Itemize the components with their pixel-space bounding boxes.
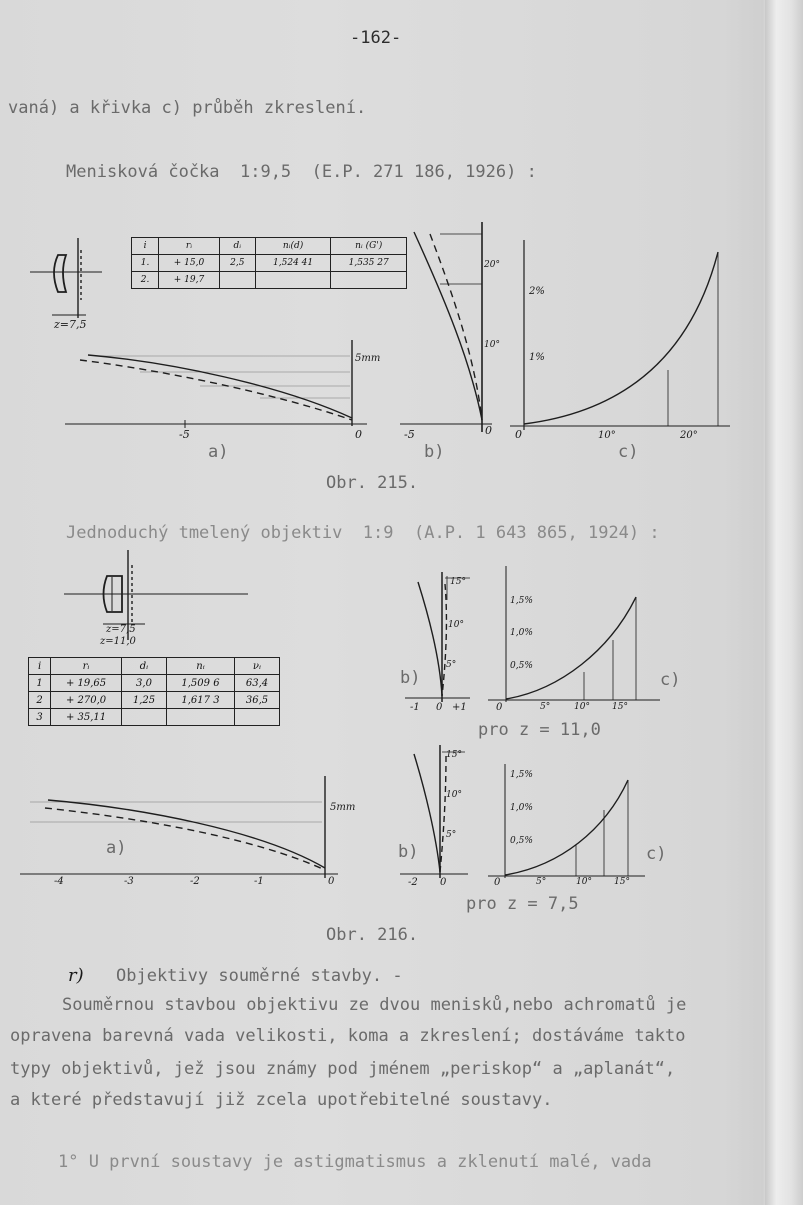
table-header-row: [29, 658, 280, 675]
table-cell: + 19,7: [159, 272, 220, 289]
paragraph-line: opravena barevná vada velikosti, koma a zkreslení; dostáváme takto: [10, 1026, 686, 1046]
fig216-a-scale-label: 5mm: [330, 802, 356, 813]
fig216-lower-b-tick: 0: [440, 877, 447, 888]
fig216-lower-c-percent: 0,5%: [510, 836, 533, 846]
fig216-upper-c-tick: 15°: [612, 702, 628, 712]
fig216-lens-label: z=11,0: [100, 636, 136, 647]
table-header-cell: dᵢ: [219, 238, 255, 255]
fig216-lower-c-tick: 15°: [614, 877, 630, 887]
fig216-upper-b-tick: -1: [410, 702, 420, 713]
fig216-lower-c-tick: 0: [494, 877, 501, 888]
fig215-b-label: b): [424, 442, 445, 462]
fig215-c-tick: 0: [515, 428, 522, 441]
fig216-upper-b-label: b): [400, 668, 421, 688]
fig216-heading: Jednoduchý tmelený objektiv 1:9 (A.P. 1 643 865, 1924) :: [66, 523, 660, 543]
fig216-caption: Obr. 216.: [326, 925, 419, 945]
fig216-upper-c-percent: 0,5%: [510, 661, 533, 671]
fig216-a-tick: -4: [54, 876, 64, 887]
fig216-upper-b-angle: 15°: [450, 577, 466, 587]
fig216-lens-label: z=7,5: [106, 624, 136, 635]
section-marker: r): [68, 965, 84, 986]
table-header-cell: i: [29, 658, 51, 675]
fig216-upper-b-angle: 10°: [448, 620, 464, 630]
table-cell: 2: [29, 692, 51, 709]
fig216-lens-diagram: [64, 550, 248, 640]
fig216-upper-c-percent: 1,5%: [510, 596, 533, 606]
table-header-cell: νᵢ: [234, 658, 279, 675]
fig216-lower-c-tick: 5°: [536, 877, 547, 887]
table-row: [29, 709, 280, 726]
fig215-a-tick: 0: [355, 428, 362, 441]
table-cell: + 270,0: [51, 692, 122, 709]
table-cell: [167, 709, 235, 726]
text-line-top: vaná) a křivka c) průběh zkreslení.: [8, 98, 367, 118]
table-cell: 63,4: [234, 675, 279, 692]
fig216-upper-c-tick: 5°: [540, 702, 551, 712]
fig215-c-plot: [510, 240, 730, 430]
fig216-lower-b-label: b): [398, 842, 419, 862]
paragraph-line: a které představují již zcela upotřebitelné soustavy.: [10, 1090, 553, 1110]
fig215-a-scale-label: 5mm: [355, 353, 381, 364]
table-cell: 2.: [132, 272, 159, 289]
fig216-data-table: [28, 657, 280, 726]
paragraph-line: Souměrnou stavbou objektivu ze dvou menisků,nebo achromatů je: [62, 995, 687, 1015]
page-edge: [765, 0, 803, 1205]
fig216-lower-c-label: c): [646, 844, 667, 864]
fig216-a-tick: -2: [190, 876, 200, 887]
fig216-lower-b-tick: -2: [408, 877, 418, 888]
fig216-upper-note: pro z = 11,0: [478, 720, 601, 740]
table-cell: 1,617 3: [167, 692, 235, 709]
table-cell: 1,509 6: [167, 675, 235, 692]
fig215-lens-label: z=7,5: [54, 318, 87, 331]
fig215-a-plot: [65, 340, 367, 428]
fig215-b-tick: 0: [485, 424, 492, 437]
table-header-cell: nᵢ (G'): [331, 238, 407, 255]
page-number: -162-: [350, 28, 402, 48]
table-row: [29, 692, 280, 709]
table-cell: 1.: [132, 255, 159, 272]
fig215-c-percent: 1%: [529, 352, 545, 363]
table-header-cell: nᵢ: [167, 658, 235, 675]
table-header-cell: nᵢ(d): [255, 238, 331, 255]
table-cell: 3: [29, 709, 51, 726]
fig216-a-label: a): [106, 838, 127, 858]
fig215-a-tick: -5: [179, 428, 190, 441]
paragraph-line: typy objektivů, jež jsou známy pod jménem „periskop“ a „aplanát“,: [10, 1059, 676, 1079]
table-cell: 3,0: [121, 675, 166, 692]
fig216-lower-c-plot: [488, 764, 645, 878]
fig216-a-tick: -3: [124, 876, 134, 887]
fig216-a-plot: [20, 776, 338, 878]
fig216-upper-c-tick: 10°: [574, 702, 590, 712]
table-cell: [121, 709, 166, 726]
fig215-b-tick: -5: [404, 428, 415, 441]
fig215-b-plot: [400, 222, 492, 432]
fig216-lower-c-percent: 1,5%: [510, 770, 533, 780]
table-cell: 1,524 41: [255, 255, 331, 272]
table-cell: [234, 709, 279, 726]
table-header-cell: dᵢ: [121, 658, 166, 675]
table-cell: 2,5: [219, 255, 255, 272]
table-cell: 1,535 27: [331, 255, 407, 272]
fig216-a-tick: -1: [254, 876, 264, 887]
fig215-b-angle: 10°: [484, 340, 500, 350]
fig216-lower-note: pro z = 7,5: [466, 894, 579, 914]
paragraph-line-last: 1° U první soustavy je astigmatismus a zklenutí malé, vada: [58, 1152, 652, 1172]
fig215-c-label: c): [618, 442, 639, 462]
fig216-upper-c-tick: 0: [496, 702, 503, 713]
table-cell: + 19,65: [51, 675, 122, 692]
fig215-a-label: a): [208, 442, 229, 462]
fig216-upper-c-percent: 1,0%: [510, 628, 533, 638]
table-cell: + 15,0: [159, 255, 220, 272]
fig216-lower-b-angle: 5°: [446, 830, 457, 840]
fig215-heading: Menisková čočka 1:9,5 (E.P. 271 186, 1926) :: [66, 162, 537, 182]
fig216-lower-c-tick: 10°: [576, 877, 592, 887]
fig215-c-tick: 10°: [598, 430, 616, 441]
table-header-cell: rᵢ: [159, 238, 220, 255]
fig216-lower-b-angle: 15°: [446, 750, 462, 760]
fig215-caption: Obr. 215.: [326, 473, 419, 493]
table-cell: 1,25: [121, 692, 166, 709]
table-cell: 1: [29, 675, 51, 692]
fig216-lower-c-percent: 1,0%: [510, 803, 533, 813]
fig216-upper-b-tick: +1: [452, 702, 467, 713]
fig216-upper-b-tick: 0: [436, 702, 443, 713]
table-cell: 36,5: [234, 692, 279, 709]
fig216-lower-b-angle: 10°: [446, 790, 462, 800]
table-header-cell: i: [132, 238, 159, 255]
fig216-upper-c-label: c): [660, 670, 681, 690]
fig216-upper-b-angle: 5°: [446, 660, 457, 670]
fig215-c-tick: 20°: [680, 430, 698, 441]
fig215-b-angle: 20°: [484, 260, 500, 270]
fig215-lens-diagram: [30, 238, 102, 318]
table-cell: + 35,11: [51, 709, 122, 726]
section-title: Objektivy souměrné stavby. -: [116, 966, 403, 986]
fig216-a-tick: 0: [328, 876, 335, 887]
table-row: [29, 675, 280, 692]
fig215-c-percent: 2%: [529, 286, 545, 297]
table-header-cell: rᵢ: [51, 658, 122, 675]
